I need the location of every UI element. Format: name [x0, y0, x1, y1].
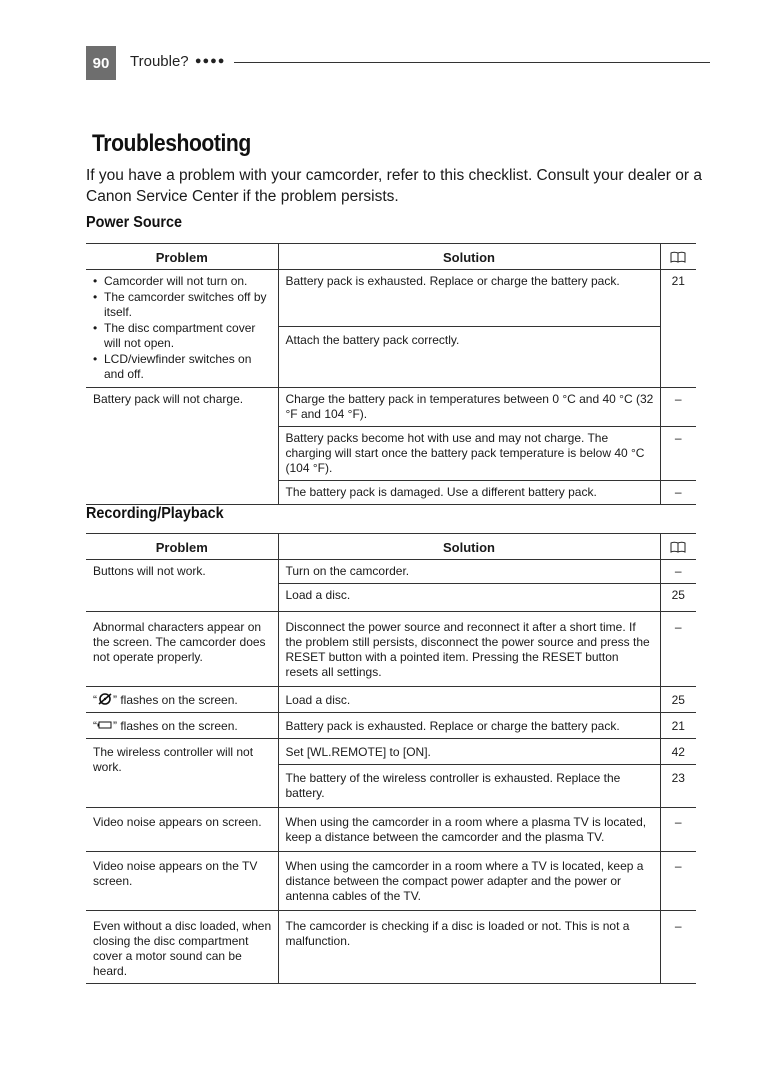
header-rule	[234, 62, 710, 63]
solution-column-header: Solution	[278, 244, 660, 270]
reference-cell: –	[660, 911, 696, 984]
solution-cell: Load a disc.	[278, 687, 660, 713]
solution-cell: Battery pack is exhausted. Replace or charge the battery pack.	[278, 270, 660, 327]
problem-cell: The wireless controller will not work.	[86, 739, 278, 808]
page-header	[86, 46, 710, 80]
list-item: • Camcorder will not turn on.	[93, 274, 272, 289]
recording-playback-heading: Recording/Playback	[86, 505, 224, 522]
reference-cell: 42	[660, 739, 696, 765]
page-title: Troubleshooting	[92, 130, 251, 157]
section-name: Trouble?	[130, 53, 189, 70]
list-item: • LCD/viewfinder switches on and off.	[93, 352, 272, 382]
reference-cell: 25	[660, 687, 696, 713]
reference-cell: 23	[660, 765, 696, 808]
quote-close: ” flashes on the screen.	[113, 719, 238, 733]
solution-cell: When using the camcorder in a room where a TV is located, keep a distance between the compact power adapter and the power or antenna cables of the TV.	[278, 852, 660, 911]
solution-cell: When using the camcorder in a room where a plasma TV is located, keep a distance between the camcorder and the plasma TV.	[278, 808, 660, 852]
solution-cell: Battery pack is exhausted. Replace or charge the battery pack.	[278, 713, 660, 739]
quote-open: “	[93, 719, 97, 733]
reference-cell: 21	[660, 713, 696, 739]
solution-cell: The battery of the wireless controller is exhausted. Replace the battery.	[278, 765, 660, 808]
table-row	[86, 687, 696, 713]
table-row	[86, 739, 696, 765]
list-item: • The camcorder switches off by itself.	[93, 290, 272, 320]
reference-cell: –	[660, 612, 696, 687]
problem-cell	[86, 687, 278, 713]
table-row	[86, 560, 696, 584]
solution-cell: Disconnect the power source and reconnect it after a short time. If the problem still persists, disconnect the power source and press the RESET button with a pointed item. Pressing the RESET button resets all settings.	[278, 612, 660, 687]
recording-playback-table	[86, 533, 696, 984]
problem-column-header: Problem	[86, 534, 278, 560]
problem-cell: Video noise appears on the TV screen.	[86, 852, 278, 911]
book-icon	[670, 541, 686, 553]
section-dots: ●●●●	[194, 55, 226, 67]
quote-close: ” flashes on the screen.	[113, 693, 238, 707]
no-disc-icon	[97, 693, 113, 705]
table-row	[86, 852, 696, 911]
problem-list	[93, 274, 272, 382]
solution-column-header: Solution	[278, 534, 660, 560]
solution-cell: Charge the battery pack in temperatures between 0 °C and 40 °C (32 °F and 104 °F).	[278, 388, 660, 427]
solution-cell: Battery packs become hot with use and may not charge. The charging will start once the battery pack temperature is below 40 °C (104 °F).	[278, 427, 660, 481]
quote-open: “	[93, 693, 97, 707]
reference-column-header	[660, 244, 696, 270]
section-label	[130, 53, 225, 70]
solution-cell: Attach the battery pack correctly.	[278, 326, 660, 387]
book-icon	[670, 251, 686, 263]
reference-cell: 21	[660, 270, 696, 388]
reference-cell: 25	[660, 584, 696, 612]
problem-cell: Buttons will not work.	[86, 560, 278, 612]
reference-cell: –	[660, 852, 696, 911]
table-header-row	[86, 244, 696, 270]
intro-text: If you have a problem with your camcorder, refer to this checklist. Consult your dealer or a Canon Service Center if the problem persists.	[86, 167, 702, 205]
solution-cell: Turn on the camcorder.	[278, 560, 660, 584]
problem-cell: Battery pack will not charge.	[86, 388, 278, 505]
table-row	[86, 612, 696, 687]
solution-cell: The camcorder is checking if a disc is loaded or not. This is not a malfunction.	[278, 911, 660, 984]
reference-cell: –	[660, 388, 696, 427]
reference-column-header	[660, 534, 696, 560]
reference-cell: –	[660, 427, 696, 481]
reference-cell: –	[660, 560, 696, 584]
problem-cell: Video noise appears on screen.	[86, 808, 278, 852]
problem-cell: Even without a disc loaded, when closing the disc compartment cover a motor sound can be heard.	[86, 911, 278, 984]
table-row	[86, 911, 696, 984]
power-source-heading: Power Source	[86, 214, 183, 231]
problem-cell: Abnormal characters appear on the screen. The camcorder does not operate properly.	[86, 612, 278, 687]
battery-icon	[97, 720, 113, 730]
table-row	[86, 388, 696, 427]
solution-cell: Load a disc.	[278, 584, 660, 612]
problem-cell	[86, 270, 278, 388]
page-number: 90	[86, 46, 116, 80]
solution-cell: Set [WL.REMOTE] to [ON].	[278, 739, 660, 765]
solution-cell: The battery pack is damaged. Use a different battery pack.	[278, 481, 660, 505]
problem-cell	[86, 713, 278, 739]
power-source-table	[86, 243, 696, 505]
table-row	[86, 270, 696, 327]
table-header-row	[86, 534, 696, 560]
reference-cell: –	[660, 481, 696, 505]
table-row	[86, 808, 696, 852]
problem-column-header: Problem	[86, 244, 278, 270]
list-item: • The disc compartment cover will not open.	[93, 321, 272, 351]
table-row	[86, 713, 696, 739]
reference-cell: –	[660, 808, 696, 852]
